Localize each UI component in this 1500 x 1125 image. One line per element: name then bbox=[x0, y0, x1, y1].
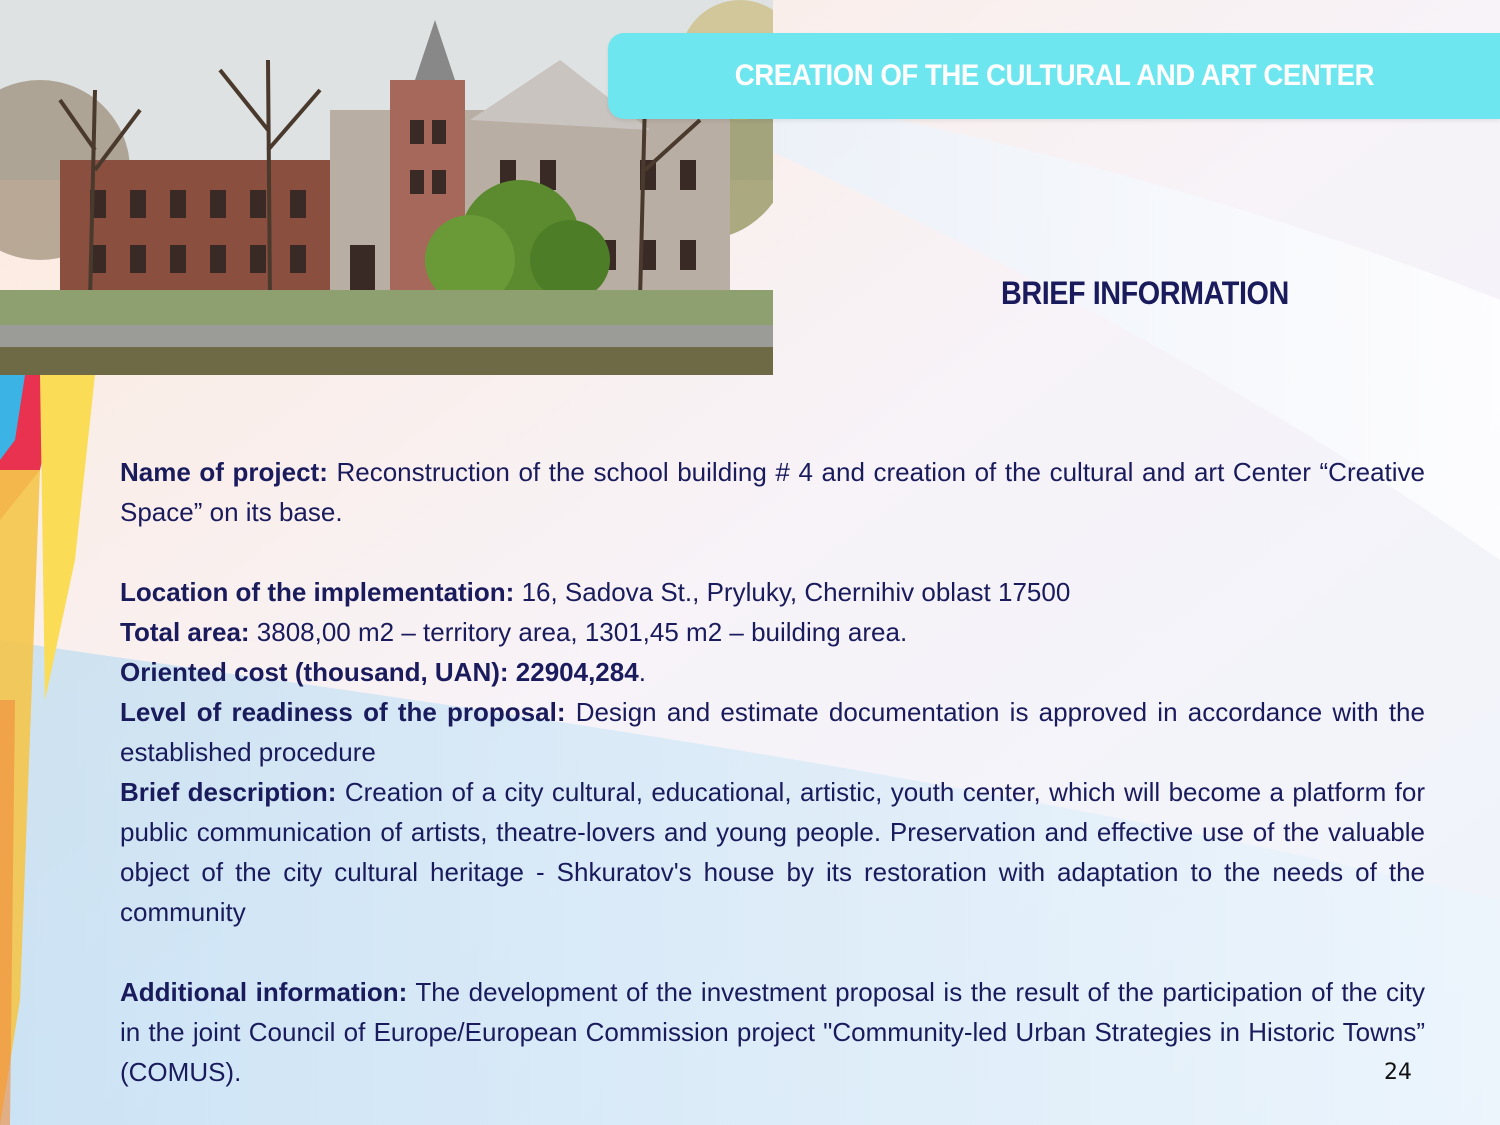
field-total-area: Total area: 3808,00 m2 – territory area, 1301,45 m2 – building area. bbox=[120, 617, 908, 647]
field-readiness: Level of readiness of the proposal: Design and estimate documentation is approved in accordance with the established procedure bbox=[120, 697, 1425, 767]
field-name-of-project: Name of project: Reconstruction of the school building # 4 and creation of the cultural and art Center “Creative Space” on its base. bbox=[120, 457, 1425, 527]
page-title: CREATION OF THE CULTURAL AND ART CENTER bbox=[734, 59, 1374, 92]
section-heading: BRIEF INFORMATION bbox=[1001, 275, 1289, 311]
field-oriented-cost: Oriented cost (thousand, UAN): 22904,284. bbox=[120, 657, 646, 687]
page-number: 24 bbox=[1384, 1060, 1412, 1085]
field-brief-description: Brief description: Creation of a city cultural, educational, artistic, youth center, which will become a platform for public communication of artists, theatre-lovers and young people. Preservation and effective use of the valuable object of the city cultural heritage - Shkuratov's house by its restoration with adaptation to the needs of the community bbox=[120, 777, 1426, 927]
field-location: Location of the implementation: 16, Sadova St., Pryluky, Chernihiv oblast 17500 bbox=[120, 577, 1071, 607]
title-banner bbox=[608, 33, 1500, 119]
project-details bbox=[120, 452, 1425, 1092]
field-additional-info: Additional information: The development of the investment proposal is the result of the participation of the city in the joint Council of Europe/European Commission project "Community-led Urban Strategies in Historic Towns” (COMUS). bbox=[120, 977, 1425, 1087]
